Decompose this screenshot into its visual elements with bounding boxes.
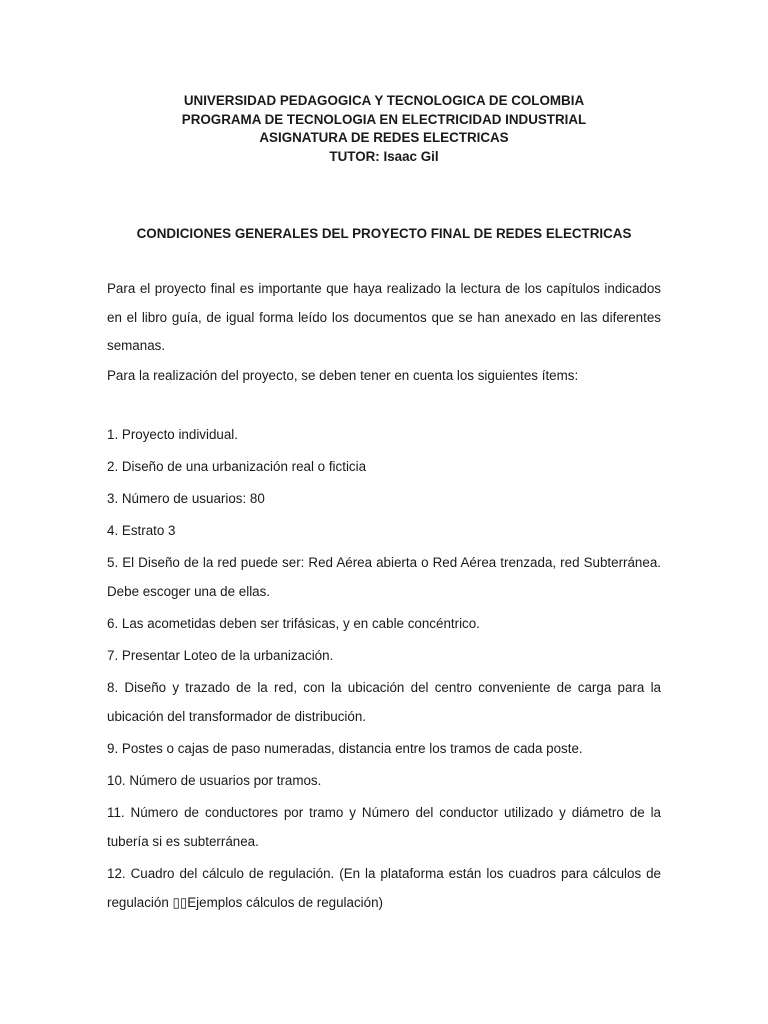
intro-paragraph-2: Para la realización del proyecto, se deben tener en cuenta los siguientes ítems: <box>107 368 579 383</box>
list-item: 7. Presentar Loteo de la urbanización. <box>107 648 334 663</box>
requirements-list <box>107 420 661 920</box>
list-item: 5. El Diseño de la red puede ser: Red Aérea abierta o Red Aérea trenzada, red Subterránea. Debe escoger una de ellas. <box>107 555 661 599</box>
program-name: PROGRAMA DE TECNOLOGIA EN ELECTRICIDAD INDUSTRIAL <box>181 111 587 127</box>
intro-paragraph: Para el proyecto final es importante que haya realizado la lectura de los capítulos indicados en el libro guía, de igual forma leído los documentos que se han anexado en las diferentes semanas. <box>107 281 661 353</box>
course-name: ASIGNATURA DE REDES ELECTRICAS <box>259 130 509 145</box>
document-title: CONDICIONES GENERALES DEL PROYECTO FINAL DE REDES ELECTRICAS <box>136 226 632 241</box>
document-header <box>0 92 768 166</box>
list-item: 4. Estrato 3 <box>107 523 176 538</box>
list-item: 6. Las acometidas deben ser trifásicas, y en cable concéntrico. <box>107 616 480 631</box>
list-item: 8. Diseño y trazado de la red, con la ubicación del centro conveniente de carga para la ubicación del transformador de distribución. <box>107 680 661 724</box>
list-item: 9. Postes o cajas de paso numeradas, distancia entre los tramos de cada poste. <box>107 741 583 756</box>
tutor-name: TUTOR: Isaac Gil <box>329 148 439 164</box>
list-item: 2. Diseño de una urbanización real o ficticia <box>107 459 367 474</box>
list-item: 11. Número de conductores por tramo y Número del conductor utilizado y diámetro de la tubería si es subterránea. <box>107 805 661 849</box>
list-item: 10. Número de usuarios por tramos. <box>107 773 322 788</box>
list-item: 12. Cuadro del cálculo de regulación. (En la plataforma están los cuadros para cálculos de regulación ▯▯Ejemplos cálculos de regulación) <box>107 866 661 910</box>
list-item: 3. Número de usuarios: 80 <box>107 491 265 506</box>
university-name: UNIVERSIDAD PEDAGOGICA Y TECNOLOGICA DE COLOMBIA <box>183 93 585 108</box>
list-item: 1. Proyecto individual. <box>107 427 239 442</box>
